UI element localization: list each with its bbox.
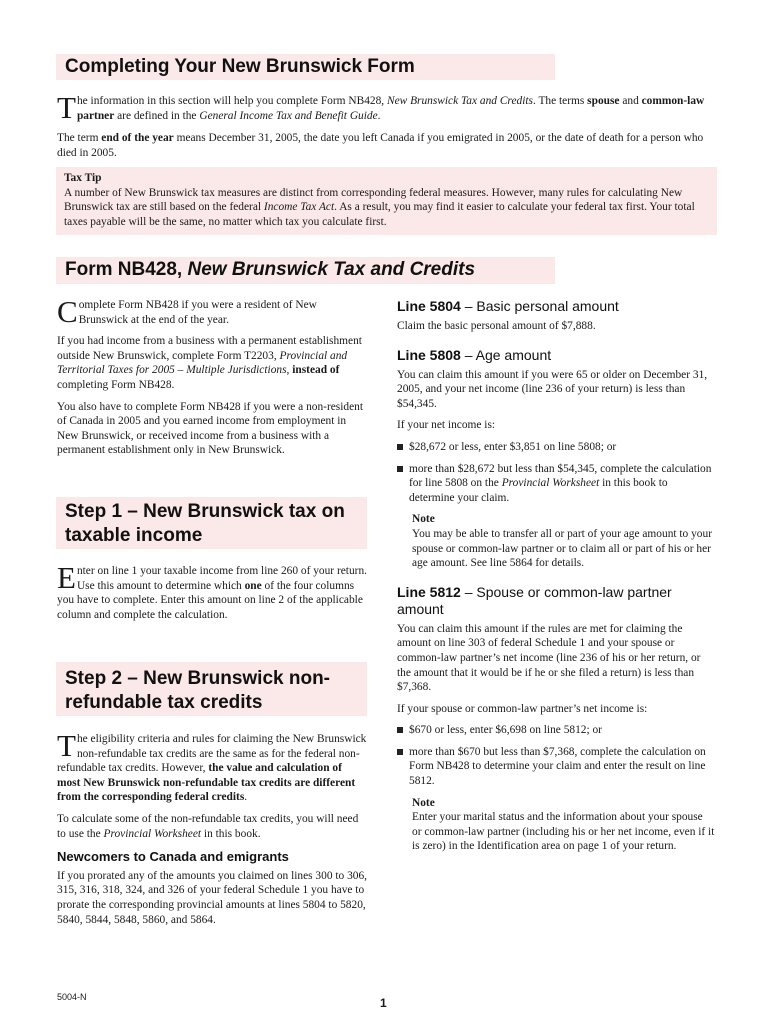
line-5808-text: You can claim this amount if you were 65 or older on December 31, 2005, and your net income (line 236 of your return) is less than $54,345. xyxy=(397,368,708,410)
tax-tip-text: A number of New Brunswick tax measures are distinct from corresponding federal measures. However, many rules for calculating New Brunswick tax are still based on the federal Income Tax Act. As a result, you may find it easier to calculate your federal tax first. Your total taxes payable will be the same, no matter which tax you calculate first. xyxy=(64,186,695,228)
end-of-year-definition: The term end of the year means December 31, 2005, the date you left Canada if you emigrated in 2005, or the date of death for a person who died in 2005. xyxy=(57,132,704,159)
step1-heading: Step 1 – New Brunswick tax on taxable income xyxy=(65,501,345,546)
worksheet-paragraph: To calculate some of the non-refundable tax credits, you will need to use the Provincial Worksheet in this book. xyxy=(57,812,359,840)
line-5812-text: You can claim this amount if the rules are met for claiming the amount on line 303 of federal Schedule 1 and your spouse or common-law partner’s net income (line 236 of his or her return, or the amount that it would be if he or she filed a return) is less than $7,368. xyxy=(397,622,701,694)
tax-tip-box xyxy=(56,167,717,235)
line-5808-note xyxy=(397,512,715,570)
tax-tip-title: Tax Tip xyxy=(64,172,102,184)
note-title: Note xyxy=(412,796,435,809)
list-item: $670 or less, enter $6,698 on line 5812; or xyxy=(397,723,715,738)
drop-cap: E xyxy=(57,560,76,595)
resident-paragraph: Complete Form NB428 if you were a resident of New Brunswick at the end of the year. xyxy=(57,294,317,329)
bullet-icon xyxy=(397,727,403,733)
right-column xyxy=(397,298,715,854)
drop-cap: T xyxy=(57,90,76,125)
form-nb428-heading: Form NB428, New Brunswick Tax and Credits xyxy=(65,259,476,280)
newcomers-paragraph: If you prorated any of the amounts you claimed on lines 300 to 306, 315, 316, 318, 324, and 326 of your federal Schedule 1 you have to prorate the corresponding provincial amounts at lines 5804 to 5820, 5840, 5844, 5848, 5860, and 5864. xyxy=(57,869,368,926)
page-title: Completing Your New Brunswick Form xyxy=(65,56,415,77)
list-item: more than $28,672 but less than $54,345, complete the calculation for line 5808 on the Provincial Worksheet in this book to determine your claim. xyxy=(397,462,715,506)
bullet-icon xyxy=(397,749,403,755)
line-5808-heading: Line 5808 – Age amount xyxy=(397,346,552,363)
note-title: Note xyxy=(412,513,435,526)
list-item: $28,672 or less, enter $3,851 on line 5808; or xyxy=(397,440,715,455)
bullet-icon xyxy=(397,466,403,472)
business-income-paragraph: If you had income from a business with a permanent establishment outside New Brunswick, complete Form T2203, Provincial and Territorial Taxes for 2005 – Multiple Jurisdictions, instead of completing Form NB428. xyxy=(57,335,362,391)
line-5812-heading: Line 5812 – Spouse or common-law partner amount xyxy=(397,583,672,617)
line-5804-heading: Line 5804 – Basic personal amount xyxy=(397,298,619,314)
eligibility-paragraph: The eligibility criteria and rules for claiming the New Brunswick non-refundable tax credits are the same as for the federal non-refundable tax credits. However, the value and calculation of most New Brunswick non-refundable tax credits are different from the corresponding federal credits. xyxy=(57,728,367,804)
left-column xyxy=(57,294,367,458)
drop-cap: T xyxy=(57,728,76,763)
bullet-icon xyxy=(397,444,403,450)
step2-heading: Step 2 – New Brunswick non-refundable tax credits xyxy=(65,668,330,713)
page-number: 1 xyxy=(380,996,387,1010)
step1-paragraph: Enter on line 1 your taxable income from line 260 of your return. Use this amount to determine which one of the four columns you have to complete. Enter this amount on line 2 of the applicable column and complete the calculation. xyxy=(57,560,367,621)
line-5808-lead: If your net income is: xyxy=(397,419,496,432)
newcomers-heading: Newcomers to Canada and emigrants xyxy=(57,849,289,865)
form-code: 5004-N xyxy=(57,992,87,1002)
step2-content xyxy=(57,728,368,927)
list-item: more than $670 but less than $7,368, complete the calculation on Form NB428 to determine your claim and enter the result on line 5812. xyxy=(397,745,715,789)
line-5804-text: Claim the basic personal amount of $7,888. xyxy=(397,320,596,332)
line-5812-note xyxy=(397,796,715,854)
note-text: Enter your marital status and the information about your spouse or common-law partner (including his or her net income, even if it is zero) in the Identification area on page 1 of your return. xyxy=(412,811,715,853)
note-text: You may be able to transfer all or part of your age amount to your spouse or common-law partner or to claim all or part of his or her age amount. See line 5864 for details. xyxy=(412,527,712,570)
intro-paragraph: The information in this section will help you complete Form NB428, New Brunswick Tax and Credits. The terms spouse and common-law partner are defined in the General Income Tax and Benefit Guide. xyxy=(57,90,705,125)
line-5812-lead: If your spouse or common-law partner’s net income is: xyxy=(397,702,648,715)
drop-cap: C xyxy=(57,294,78,329)
non-resident-paragraph: You also have to complete Form NB428 if you were a non-resident of Canada in 2005 and you earned income from employment in New Brunswick, or received income from a business with a permanent establishment only in New Brunswick. xyxy=(57,400,364,457)
